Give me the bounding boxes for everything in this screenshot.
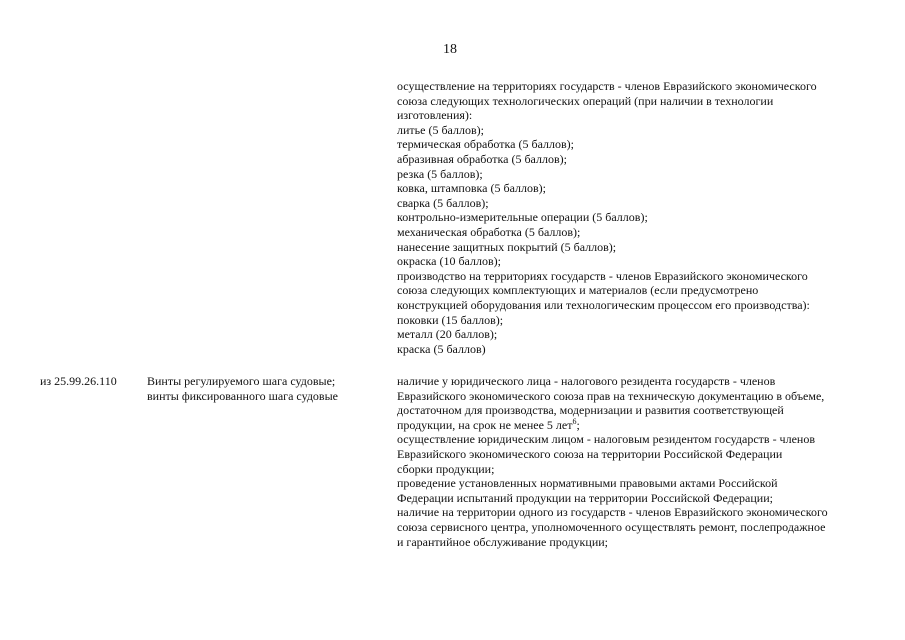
requirement-line: союза сервисного центра, уполномоченного осуществлять ремонт, послепродажное bbox=[397, 519, 826, 534]
product-code: из 25.99.26.110 bbox=[40, 374, 117, 388]
requirement-line: осуществление юридическим лицом - налоговым резидентом государств - членов bbox=[397, 432, 815, 447]
requirement-line: абразивная обработка (5 баллов); bbox=[397, 151, 567, 166]
page-number: 18 bbox=[443, 42, 457, 57]
requirement-line: Евразийского экономического союза прав на техническую документацию в объеме, bbox=[397, 388, 825, 403]
requirement-text: продукции, на срок не менее 5 лет bbox=[397, 417, 573, 432]
product-name-line: винты фиксированного шага судовые bbox=[147, 388, 338, 403]
requirement-line: наличие у юридического лица - налогового резидента государств - членов bbox=[397, 374, 776, 388]
requirement-line: поковки (15 баллов); bbox=[397, 312, 504, 327]
requirement-line: ковка, штамповка (5 баллов); bbox=[397, 181, 546, 196]
requirement-line-with-footnote bbox=[397, 418, 877, 433]
requirement-line: сборки продукции; bbox=[397, 461, 495, 476]
requirement-line: нанесение защитных покрытий (5 баллов); bbox=[397, 239, 617, 254]
requirement-line: Евразийского экономического союза на территории Российской Федерации bbox=[397, 446, 783, 461]
requirement-line: конструкцией оборудования или технологическим процессом его производства): bbox=[397, 297, 810, 312]
requirement-line: резка (5 баллов); bbox=[397, 166, 483, 181]
requirement-line: союза следующих технологических операций (при наличии в технологии bbox=[397, 93, 774, 108]
continued-requirements-list bbox=[397, 79, 877, 356]
requirement-line: краска (5 баллов) bbox=[397, 341, 486, 356]
requirement-line: механическая обработка (5 баллов); bbox=[397, 224, 581, 239]
requirement-line: контрольно-измерительные операции (5 баллов); bbox=[397, 210, 648, 225]
requirement-line: проведение установленных нормативными правовыми актами Российской bbox=[397, 476, 778, 491]
requirement-line: литье (5 баллов); bbox=[397, 122, 484, 137]
requirement-line: металл (20 баллов); bbox=[397, 327, 498, 342]
requirement-line: производство на территориях государств - членов Евразийского экономического bbox=[397, 268, 808, 283]
product-name-line: Винты регулируемого шага судовые; bbox=[147, 374, 336, 388]
requirement-line: наличие на территории одного из государств - членов Евразийского экономического bbox=[397, 505, 828, 520]
requirement-line: достаточном для производства, модернизации и развития соответствующей bbox=[397, 403, 784, 418]
requirement-line: Федерации испытаний продукции на территории Российской Федерации; bbox=[397, 490, 773, 505]
line-end-punctuation: ; bbox=[576, 417, 580, 432]
requirement-line: изготовления): bbox=[397, 108, 473, 123]
requirement-line: окраска (10 баллов); bbox=[397, 254, 501, 269]
product-requirements-list bbox=[397, 374, 877, 549]
requirement-line: и гарантийное обслуживание продукции; bbox=[397, 534, 608, 549]
requirement-line: союза следующих комплектующих и материалов (если предусмотрено bbox=[397, 283, 759, 298]
requirement-line: термическая обработка (5 баллов); bbox=[397, 137, 574, 152]
footnote-reference[interactable]: 6 bbox=[572, 416, 577, 426]
requirement-line: осуществление на территориях государств - членов Евразийского экономического bbox=[397, 79, 817, 93]
product-name bbox=[147, 374, 338, 403]
requirement-line: сварка (5 баллов); bbox=[397, 195, 489, 210]
